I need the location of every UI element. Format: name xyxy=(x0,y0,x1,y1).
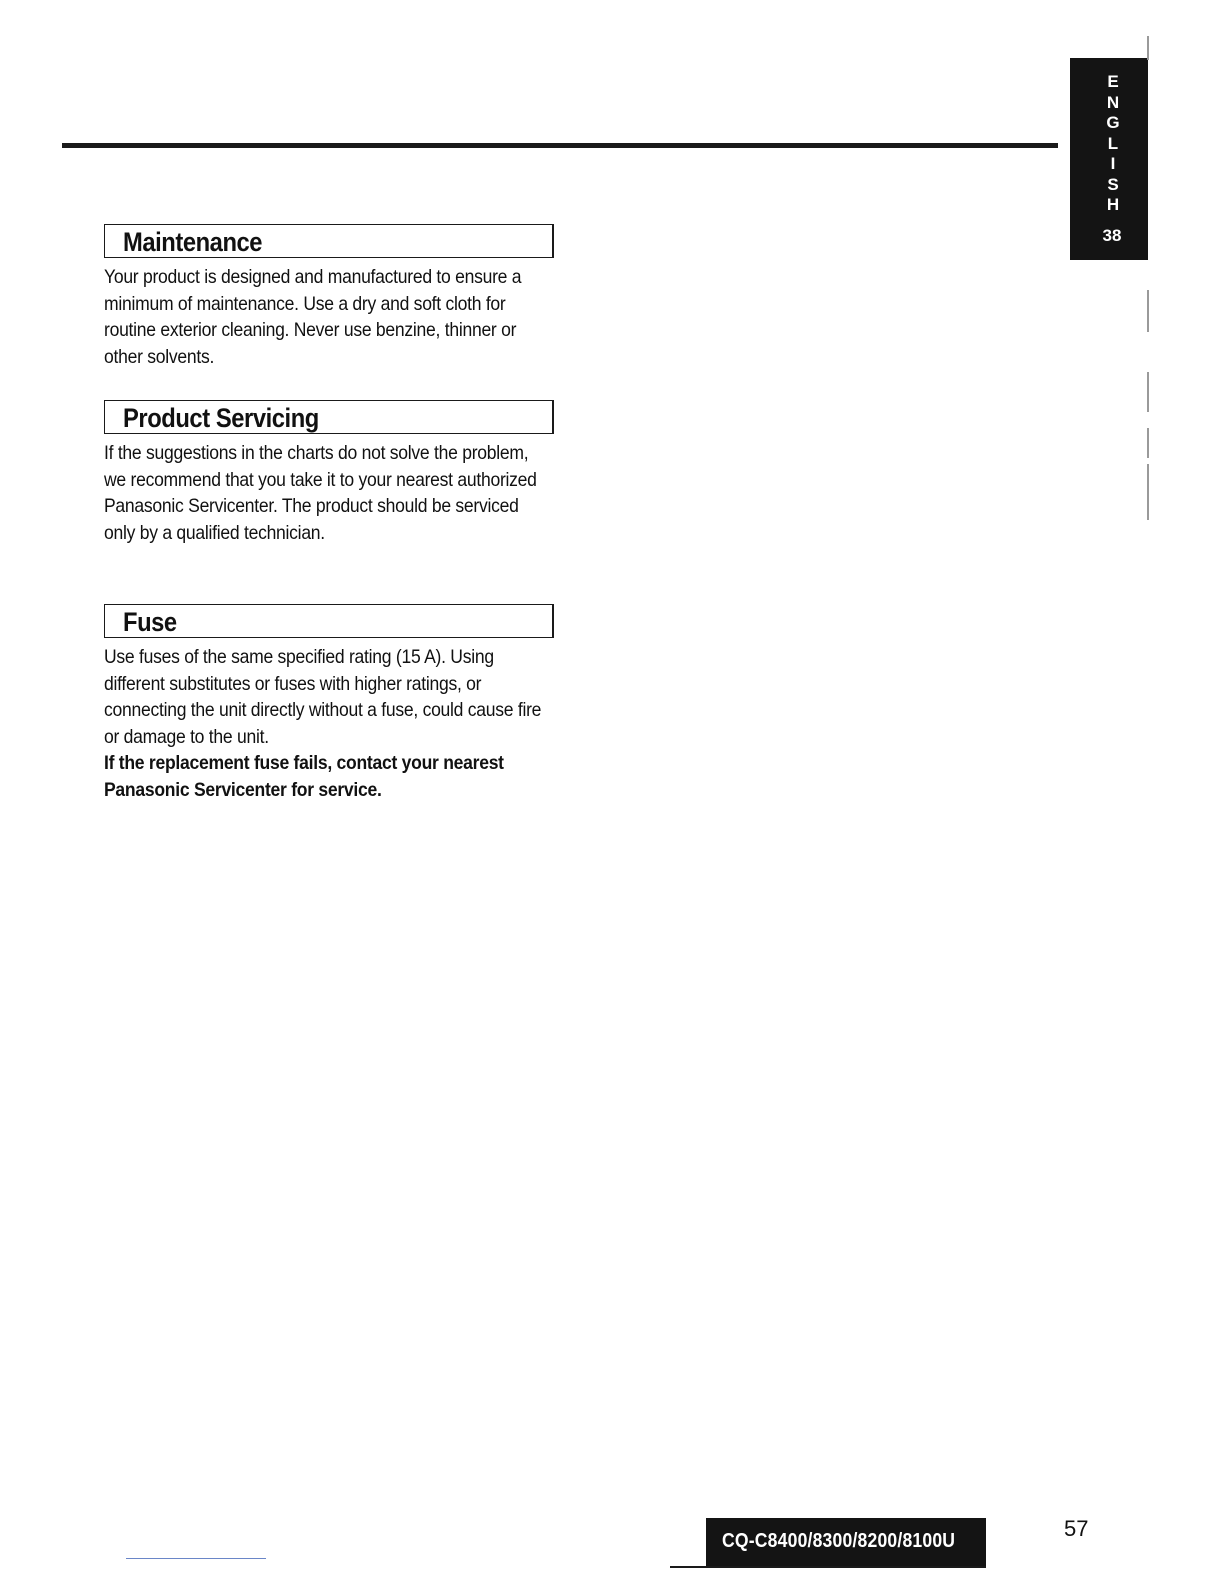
footer-rule xyxy=(670,1566,986,1568)
language-letter: L xyxy=(1107,133,1119,153)
paragraph: If the suggestions in the charts do not solve the problem, we recommend that you take it to your nearest authorized Panasonic Servicenter. The product should be serviced only by a qualified technician. xyxy=(104,442,537,544)
header-rule xyxy=(62,143,1058,148)
section-heading-box xyxy=(104,604,554,638)
language-tab-letters xyxy=(1104,72,1122,216)
language-letter: H xyxy=(1106,195,1120,214)
paragraph: Your product is designed and manufactured to ensure a minimum of maintenance. Use a dry and soft cloth for routine exterior cleaning. Never use benzine, thinner or other solvents. xyxy=(104,266,522,368)
language-letter: I xyxy=(1110,154,1116,173)
section-body xyxy=(104,440,554,546)
model-number-box xyxy=(706,1518,986,1566)
paragraph: Use fuses of the same specified rating (15 A). Using different substitutes or fuses with higher ratings, or connecting the unit directly without a fuse, could cause fire or damage to the unit. xyxy=(104,646,542,748)
model-number: CQ-C8400/8300/8200/8100U xyxy=(722,1530,956,1552)
section-heading-box xyxy=(104,400,554,434)
section-product-servicing xyxy=(104,400,554,546)
section-title: Fuse xyxy=(123,607,177,637)
language-tab-page-number: 38 xyxy=(1102,226,1122,245)
margin-mark xyxy=(1147,464,1149,520)
section-body xyxy=(104,264,554,370)
section-body xyxy=(104,644,554,803)
language-letter: S xyxy=(1107,174,1119,194)
margin-mark xyxy=(1147,428,1149,458)
margin-mark xyxy=(1147,36,1149,60)
page-number: 57 xyxy=(1064,1516,1089,1541)
section-title: Maintenance xyxy=(123,227,263,257)
margin-mark xyxy=(1147,372,1149,412)
warning-note: If the replacement fuse fails, contact your nearest Panasonic Servicenter for service. xyxy=(104,752,504,801)
margin-mark xyxy=(1147,290,1149,332)
footer-link-line xyxy=(126,1558,266,1559)
section-title: Product Servicing xyxy=(123,403,319,433)
language-letter: N xyxy=(1106,92,1120,112)
language-tab xyxy=(1070,58,1148,260)
language-letter: E xyxy=(1107,72,1119,91)
section-fuse xyxy=(104,604,554,803)
section-heading-box xyxy=(104,224,554,258)
language-letter: G xyxy=(1106,113,1120,132)
section-maintenance xyxy=(104,224,554,370)
